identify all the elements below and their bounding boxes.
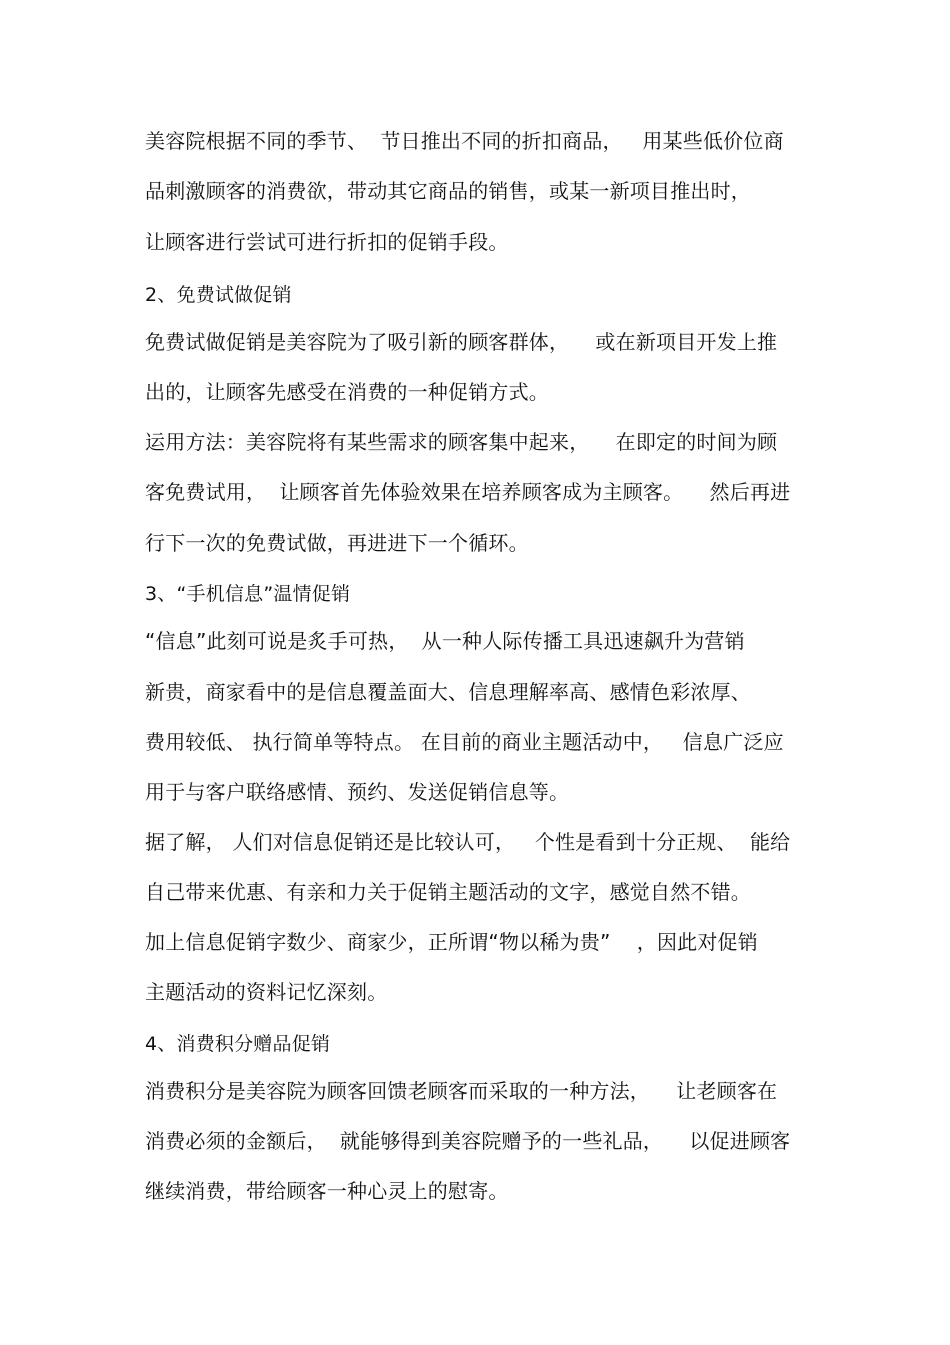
paragraph-line: 据了解， 人们对信息促销还是比较认可， 个性是看到十分正规、 能给 — [145, 830, 791, 854]
section-heading-4: 4、消费积分赠品促销 — [145, 1033, 331, 1055]
section-heading-2: 2、免费试做促销 — [145, 284, 292, 306]
paragraph-line: 继续消费，带给顾客一种心灵上的慰寄。 — [145, 1179, 509, 1203]
paragraph-line: 出的，让顾客先感受在消费的一种促销方式。 — [145, 380, 549, 404]
paragraph-line: 消费积分是美容院为顾客回馈老顾客而采取的一种方法， 让老顾客在 — [145, 1079, 778, 1103]
paragraph-line: 自己带来优惠、有亲和力关于促销主题活动的文字，感觉自然不错。 — [145, 880, 751, 904]
paragraph-line: 免费试做促销是美容院为了吸引新的顾客群体， 或在新项目开发上推 — [145, 330, 778, 354]
paragraph-line: 消费必须的金额后， 就能够得到美容院赠予的一些礼品， 以促进顾客 — [145, 1129, 791, 1153]
paragraph-line: 行下一次的免费试做，再进进下一个循环。 — [145, 531, 529, 555]
paragraph-line: 新贵，商家看中的是信息覆盖面大、信息理解率高、感情色彩浓厚、 — [145, 680, 751, 704]
paragraph-line: 品刺激顾客的消费欲，带动其它商品的销售，或某一新项目推出时， — [145, 179, 751, 203]
paragraph-line: 主题活动的资料记忆深刻。 — [145, 980, 388, 1004]
paragraph-line: “信息”此刻可说是炙手可热， 从一种人际传播工具迅速飙升为营销 — [145, 629, 745, 653]
paragraph-line: 客免费试用， 让顾客首先体验效果在培养顾客成为主顾客。 然后再进 — [145, 480, 791, 504]
paragraph-line: 用于与客户联络感情、预约、发送促销信息等。 — [145, 780, 570, 804]
paragraph-line: 费用较低、 执行简单等特点。 在目前的商业主题活动中， 信息广泛应 — [145, 730, 784, 754]
paragraph-line: 让顾客进行尝试可进行折扣的促销手段。 — [145, 230, 509, 254]
paragraph-line: 加上信息促销字数少、商家少，正所谓“物以稀为贵” ，因此对促销 — [145, 930, 758, 954]
paragraph-line: 美容院根据不同的季节、 节日推出不同的折扣商品， 用某些低价位商 — [145, 129, 784, 153]
paragraph-line: 运用方法：美容院将有某些需求的顾客集中起来， 在即定的时间为顾 — [145, 430, 778, 454]
section-heading-3: 3、“手机信息”温情促销 — [145, 583, 351, 605]
